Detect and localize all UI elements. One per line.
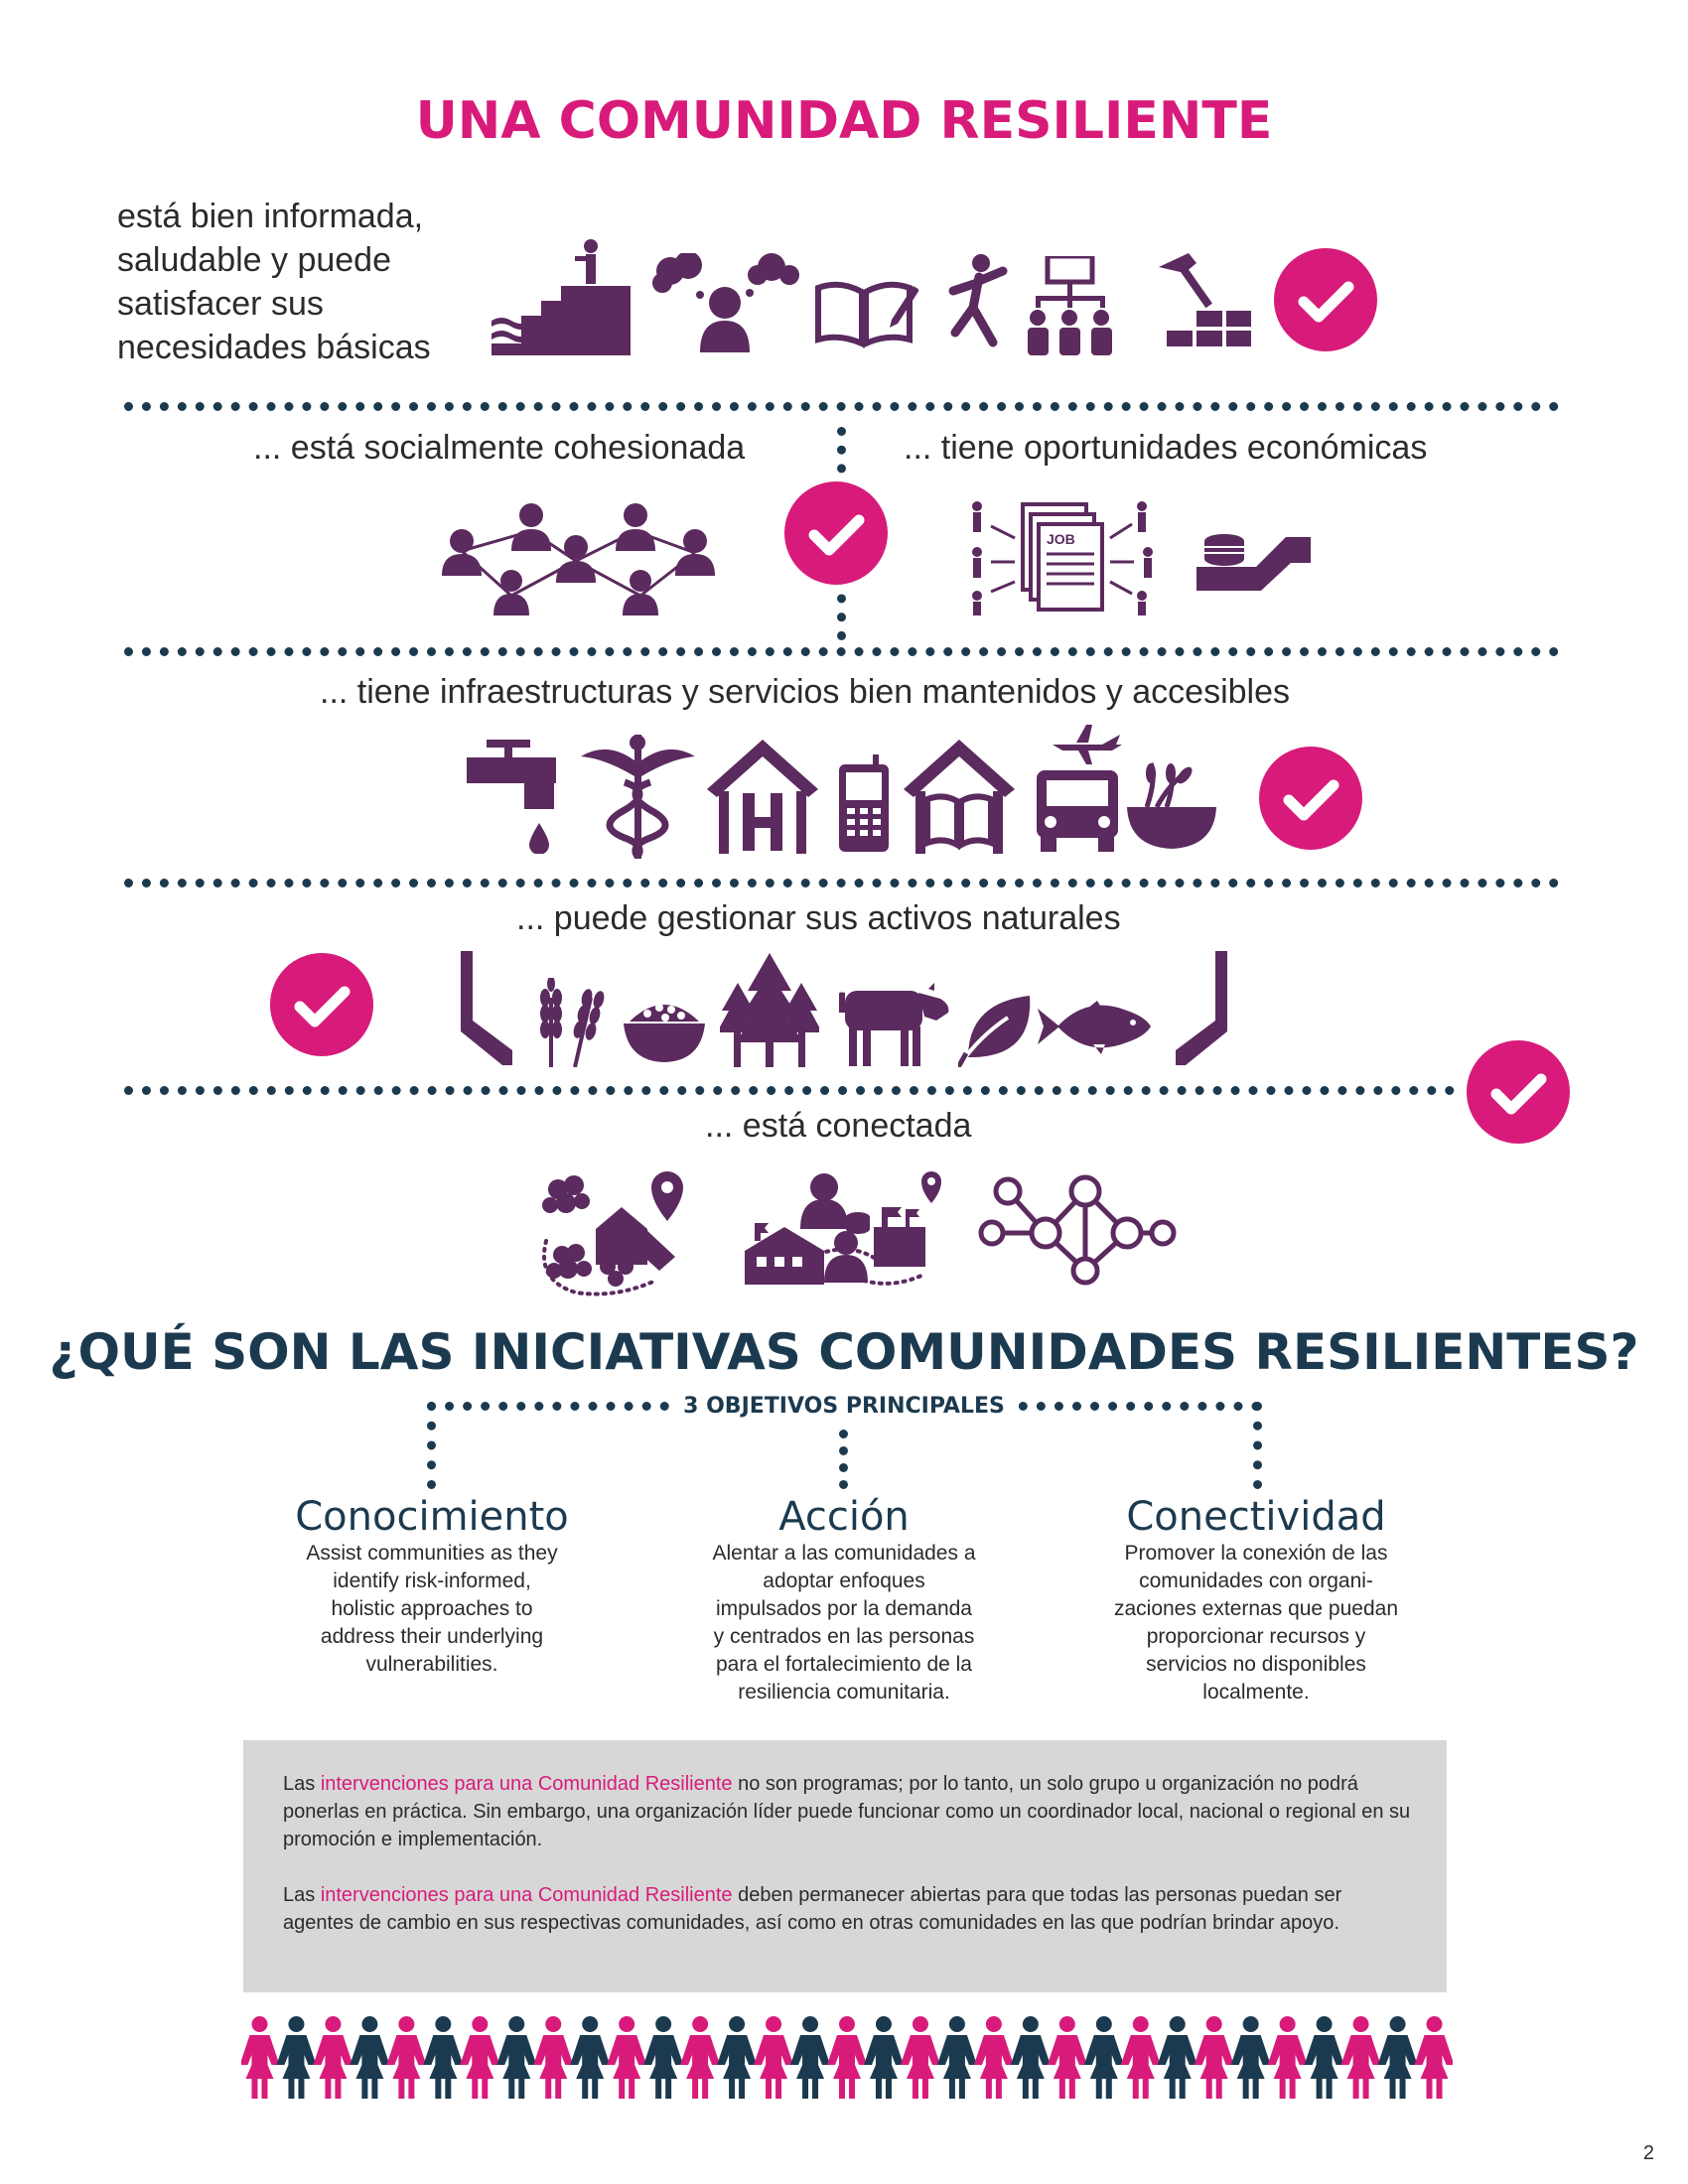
coin-hand-icon xyxy=(1196,531,1311,591)
job-board-icon xyxy=(963,496,1162,615)
highlight-text: intervenciones para una Comunidad Resiliente xyxy=(320,1884,733,1906)
info-paragraph xyxy=(283,1881,1415,1937)
objective-text-line: proporcionar recursos y xyxy=(1146,1625,1366,1648)
person-icon xyxy=(680,2016,720,2099)
person-icon xyxy=(1048,2016,1087,2099)
person-icon xyxy=(864,2016,904,2099)
person-icon xyxy=(313,2016,352,2099)
row-label-natural: ... puede gestionar sus activos naturales xyxy=(516,899,1121,937)
wheat-icon xyxy=(531,978,621,1067)
person-icon xyxy=(1341,2016,1381,2099)
person-icon xyxy=(754,2016,793,2099)
person-icon xyxy=(241,2016,279,2099)
person-icon xyxy=(607,2016,646,2099)
intro-line: está bien informada, xyxy=(117,198,424,235)
hospital-icon xyxy=(707,740,818,854)
person-icon xyxy=(496,2016,536,2099)
person-icon xyxy=(974,2016,1014,2099)
hand-left-icon xyxy=(457,951,516,1065)
paragraph-text: Las xyxy=(283,1884,321,1906)
person-icon xyxy=(1268,2016,1308,2099)
grain-bowl-icon xyxy=(624,998,705,1062)
food-bowl-icon xyxy=(1127,759,1216,849)
transport-icon xyxy=(1033,723,1122,852)
intro-line: saludable y puede xyxy=(117,241,392,279)
person-icon xyxy=(1378,2016,1418,2099)
section-title: ¿QUÉ SON LAS INICIATIVAS COMUNIDADES RESILIENTES? xyxy=(49,1323,1639,1381)
paragraph-text: no son programas; por lo tanto, un solo grupo u organización no podrá ponerlas en práctica. Sin embargo, una organización líder puede funcionar como un coordinador local, nacional o regional en su promoción e implementación. xyxy=(283,1773,1411,1850)
dotted-divider xyxy=(124,402,1559,411)
objective-text xyxy=(1082,1540,1430,1706)
objective-text-line: para el fortalecimiento de la xyxy=(716,1653,972,1676)
objective-title: Conectividad xyxy=(1126,1494,1386,1540)
community-map-icon xyxy=(536,1171,695,1298)
objective-text-line: zaciones externas que puedan xyxy=(1113,1597,1399,1620)
person-icon xyxy=(533,2016,573,2099)
objective-action xyxy=(675,1494,1013,1706)
objective-text xyxy=(675,1540,1013,1706)
highlight-text: intervenciones para una Comunidad Resiliente xyxy=(320,1773,733,1795)
check-icon xyxy=(1274,248,1377,351)
page-title: UNA COMUNIDAD RESILIENTE xyxy=(415,91,1273,151)
objective-text-line: resiliencia comunitaria. xyxy=(738,1681,950,1704)
person-icon xyxy=(827,2016,867,2099)
row-label-infrastructure: ... tiene infraestructuras y servicios bien mantenidos y accesibles xyxy=(320,673,1291,711)
person-icon xyxy=(937,2016,977,2099)
caduceus-icon xyxy=(581,735,695,859)
person-icon xyxy=(386,2016,426,2099)
thinking-person-icon xyxy=(650,253,799,352)
person-icon xyxy=(1231,2016,1271,2099)
row-label-economic: ... tiene oportunidades económicas xyxy=(904,429,1428,467)
intro-line: satisfacer sus xyxy=(117,285,324,323)
dancing-person-icon xyxy=(943,253,1013,352)
vertical-dotted-divider xyxy=(1253,1402,1262,1489)
objective-text-line: Assist communities as they xyxy=(306,1542,558,1565)
intro-line: necesidades básicas xyxy=(117,329,431,366)
person-icon xyxy=(1084,2016,1124,2099)
person-icon xyxy=(1305,2016,1344,2099)
person-icon xyxy=(717,2016,757,2099)
check-icon xyxy=(1467,1040,1570,1144)
objective-text-line: impulsados por la demanda xyxy=(716,1597,972,1620)
info-box xyxy=(243,1740,1447,1992)
check-icon xyxy=(1259,747,1362,850)
school-book-icon xyxy=(904,740,1015,854)
forest-icon xyxy=(720,953,819,1067)
objective-text-line: vulnerabilities. xyxy=(365,1653,498,1676)
objectives-label-text: 3 OBJETIVOS PRINCIPALES xyxy=(669,1394,1019,1419)
job-label: JOB xyxy=(1047,531,1075,547)
objective-title: Acción xyxy=(778,1494,910,1540)
person-icon xyxy=(460,2016,499,2099)
cow-icon xyxy=(839,983,953,1067)
org-chart-icon xyxy=(1028,256,1112,355)
objective-text-line: holistic approaches to xyxy=(331,1597,533,1620)
objective-text xyxy=(268,1540,596,1679)
water-tap-icon xyxy=(467,740,566,854)
vertical-dotted-divider xyxy=(839,1430,848,1489)
person-icon xyxy=(1011,2016,1051,2099)
town-people-icon xyxy=(735,1171,943,1298)
objective-text-line: comunidades con organi- xyxy=(1139,1570,1373,1592)
hand-right-icon xyxy=(1172,951,1231,1065)
dotted-divider xyxy=(124,647,1559,656)
person-icon xyxy=(1195,2016,1234,2099)
objective-text-line: y centrados en las personas xyxy=(713,1625,975,1648)
people-row xyxy=(241,2015,1453,2099)
person-icon xyxy=(423,2016,463,2099)
dotted-divider xyxy=(124,1086,1455,1095)
objective-text-line: Alentar a las comunidades a xyxy=(712,1542,976,1565)
flood-stairs-icon xyxy=(492,236,631,355)
objective-text-line: address their underlying xyxy=(320,1625,544,1648)
info-paragraph xyxy=(283,1770,1415,1853)
objective-text-line: localmente. xyxy=(1202,1681,1310,1704)
paragraph-text: Las xyxy=(283,1773,321,1795)
check-icon xyxy=(784,481,888,585)
objectives-label xyxy=(0,1394,1688,1419)
objective-text-line: adoptar enfoques xyxy=(763,1570,925,1592)
mobile-phone-icon xyxy=(839,754,889,852)
page-number: 2 xyxy=(1642,2142,1654,2164)
leaf-icon xyxy=(958,993,1033,1067)
objective-text-line: Promover la conexión de las xyxy=(1124,1542,1388,1565)
book-icon xyxy=(814,280,918,349)
vertical-dotted-divider xyxy=(427,1402,436,1489)
person-icon xyxy=(1415,2016,1453,2099)
intro-text xyxy=(117,195,431,369)
objective-text-line: servicios no disponibles xyxy=(1146,1653,1366,1676)
paragraph-text: deben permanecer abiertas para que todas las personas puedan ser agentes de cambio en sus respectivas comunidades, así como en otras comunidades en las que podrían brindar apoyo. xyxy=(283,1884,1342,1934)
hammer-bricks-icon xyxy=(1147,253,1251,347)
person-icon xyxy=(901,2016,940,2099)
person-icon xyxy=(1158,2016,1197,2099)
person-icon xyxy=(276,2016,316,2099)
social-network-icon xyxy=(437,501,725,615)
objective-connectivity xyxy=(1082,1494,1430,1706)
objective-title: Conocimiento xyxy=(295,1494,569,1540)
dotted-divider xyxy=(124,879,1559,887)
row-label-cohesion: ... está socialmente cohesionada xyxy=(253,429,746,467)
person-icon xyxy=(570,2016,610,2099)
objective-text-line: identify risk-informed, xyxy=(333,1570,531,1592)
check-icon xyxy=(270,953,373,1056)
person-icon xyxy=(1121,2016,1161,2099)
person-icon xyxy=(790,2016,830,2099)
objective-knowledge xyxy=(268,1494,596,1679)
person-icon xyxy=(643,2016,683,2099)
network-nodes-icon xyxy=(978,1171,1177,1286)
person-icon xyxy=(350,2016,389,2099)
row-label-connected: ... está conectada xyxy=(705,1107,972,1145)
fish-icon xyxy=(1038,1001,1152,1055)
